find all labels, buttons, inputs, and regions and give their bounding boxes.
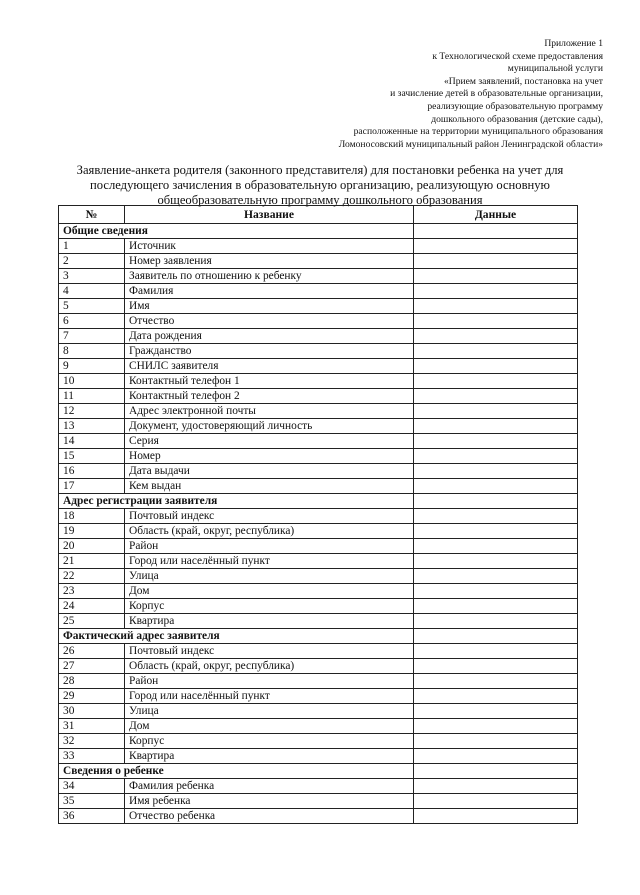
form-title-line: Заявление-анкета родителя (законного представителя) для постановки ребенка на учет для <box>76 163 564 177</box>
table-row <box>59 299 578 314</box>
row-field-name: Дом <box>125 584 414 599</box>
appendix-line: муниципальной услуги <box>507 63 603 75</box>
row-field-name: Дом <box>125 719 414 734</box>
row-number: 16 <box>59 464 125 479</box>
row-field-name: Источник <box>125 239 414 254</box>
row-field-name: Гражданство <box>125 344 414 359</box>
row-field-name: Почтовый индекс <box>125 509 414 524</box>
row-data-cell[interactable] <box>414 659 578 674</box>
table-row <box>59 329 578 344</box>
section-row <box>59 629 578 644</box>
section-data-cell <box>414 629 578 644</box>
row-number: 7 <box>59 329 125 344</box>
table-row <box>59 434 578 449</box>
row-field-name: Фамилия <box>125 284 414 299</box>
row-number: 36 <box>59 809 125 824</box>
row-data-cell[interactable] <box>414 404 578 419</box>
table-row <box>59 254 578 269</box>
row-field-name: Имя ребенка <box>125 794 414 809</box>
table-row <box>59 704 578 719</box>
row-field-name: Контактный телефон 2 <box>125 389 414 404</box>
row-field-name: Номер заявления <box>125 254 414 269</box>
section-title: Сведения о ребенке <box>59 764 414 779</box>
row-data-cell[interactable] <box>414 704 578 719</box>
table-row <box>59 569 578 584</box>
table-row <box>59 689 578 704</box>
appendix-header <box>263 38 603 151</box>
row-data-cell[interactable] <box>414 644 578 659</box>
row-data-cell[interactable] <box>414 284 578 299</box>
row-number: 15 <box>59 449 125 464</box>
row-number: 35 <box>59 794 125 809</box>
row-data-cell[interactable] <box>414 779 578 794</box>
row-data-cell[interactable] <box>414 809 578 824</box>
row-number: 17 <box>59 479 125 494</box>
row-data-cell[interactable] <box>414 479 578 494</box>
row-data-cell[interactable] <box>414 614 578 629</box>
row-field-name: Дата рождения <box>125 329 414 344</box>
row-data-cell[interactable] <box>414 314 578 329</box>
table-header-row <box>59 206 578 224</box>
row-number: 13 <box>59 419 125 434</box>
row-field-name: Город или населённый пункт <box>125 554 414 569</box>
row-data-cell[interactable] <box>414 269 578 284</box>
row-data-cell[interactable] <box>414 359 578 374</box>
row-number: 4 <box>59 284 125 299</box>
row-field-name: Отчество <box>125 314 414 329</box>
table-row <box>59 749 578 764</box>
row-data-cell[interactable] <box>414 449 578 464</box>
row-number: 28 <box>59 674 125 689</box>
row-number: 31 <box>59 719 125 734</box>
row-field-name: Улица <box>125 569 414 584</box>
appendix-line: реализующие образовательную программу <box>427 100 603 112</box>
row-number: 27 <box>59 659 125 674</box>
table-row <box>59 719 578 734</box>
table-row <box>59 779 578 794</box>
form-title <box>60 163 580 208</box>
row-number: 1 <box>59 239 125 254</box>
appendix-line: Ломоносовский муниципальный район Ленинградской области» <box>338 138 603 150</box>
row-data-cell[interactable] <box>414 389 578 404</box>
row-data-cell[interactable] <box>414 419 578 434</box>
table-row <box>59 419 578 434</box>
row-number: 8 <box>59 344 125 359</box>
row-field-name: Квартира <box>125 749 414 764</box>
row-data-cell[interactable] <box>414 749 578 764</box>
row-field-name: Корпус <box>125 734 414 749</box>
row-number: 3 <box>59 269 125 284</box>
row-number: 32 <box>59 734 125 749</box>
row-number: 22 <box>59 569 125 584</box>
row-data-cell[interactable] <box>414 794 578 809</box>
row-data-cell[interactable] <box>414 674 578 689</box>
row-field-name: Кем выдан <box>125 479 414 494</box>
row-data-cell[interactable] <box>414 374 578 389</box>
table-row <box>59 809 578 824</box>
row-number: 19 <box>59 524 125 539</box>
form-title-line: общеобразовательную программу дошкольного образования <box>157 193 483 207</box>
row-number: 29 <box>59 689 125 704</box>
table-row <box>59 554 578 569</box>
section-data-cell <box>414 764 578 779</box>
application-form-table <box>58 205 578 824</box>
row-number: 14 <box>59 434 125 449</box>
appendix-line: Приложение 1 <box>544 38 603 49</box>
row-field-name: Фамилия ребенка <box>125 779 414 794</box>
row-data-cell[interactable] <box>414 599 578 614</box>
table-row <box>59 674 578 689</box>
row-data-cell[interactable] <box>414 524 578 539</box>
row-number: 11 <box>59 389 125 404</box>
row-field-name: Улица <box>125 704 414 719</box>
table-body <box>59 224 578 824</box>
row-number: 33 <box>59 749 125 764</box>
table-row <box>59 464 578 479</box>
table-row <box>59 359 578 374</box>
section-data-cell <box>414 494 578 509</box>
table-row <box>59 389 578 404</box>
table-row <box>59 449 578 464</box>
section-row <box>59 494 578 509</box>
row-field-name: Почтовый индекс <box>125 644 414 659</box>
row-data-cell[interactable] <box>414 344 578 359</box>
row-field-name: Номер <box>125 449 414 464</box>
row-field-name: СНИЛС заявителя <box>125 359 414 374</box>
row-data-cell[interactable] <box>414 299 578 314</box>
table-row <box>59 479 578 494</box>
row-number: 25 <box>59 614 125 629</box>
row-field-name: Контактный телефон 1 <box>125 374 414 389</box>
row-field-name: Отчество ребенка <box>125 809 414 824</box>
appendix-line: дошкольного образования (детские сады), <box>431 113 603 125</box>
table-row <box>59 584 578 599</box>
table-row <box>59 644 578 659</box>
appendix-line: к Технологической схеме предоставления <box>432 50 603 62</box>
row-data-cell[interactable] <box>414 509 578 524</box>
row-field-name: Адрес электронной почты <box>125 404 414 419</box>
table-row <box>59 599 578 614</box>
table-row <box>59 524 578 539</box>
row-data-cell[interactable] <box>414 434 578 449</box>
row-data-cell[interactable] <box>414 719 578 734</box>
row-data-cell[interactable] <box>414 584 578 599</box>
table-row <box>59 314 578 329</box>
table-row <box>59 509 578 524</box>
row-number: 6 <box>59 314 125 329</box>
section-row <box>59 764 578 779</box>
row-number: 5 <box>59 299 125 314</box>
row-field-name: Квартира <box>125 614 414 629</box>
section-data-cell <box>414 224 578 239</box>
row-data-cell[interactable] <box>414 569 578 584</box>
row-data-cell[interactable] <box>414 464 578 479</box>
row-field-name: Дата выдачи <box>125 464 414 479</box>
row-data-cell[interactable] <box>414 239 578 254</box>
table-row <box>59 794 578 809</box>
header-number: № <box>59 206 125 224</box>
row-field-name: Серия <box>125 434 414 449</box>
table-row <box>59 344 578 359</box>
section-title: Общие сведения <box>59 224 414 239</box>
row-number: 2 <box>59 254 125 269</box>
row-data-cell[interactable] <box>414 554 578 569</box>
row-number: 20 <box>59 539 125 554</box>
row-number: 34 <box>59 779 125 794</box>
row-field-name: Область (край, округ, республика) <box>125 524 414 539</box>
table-row <box>59 614 578 629</box>
row-number: 26 <box>59 644 125 659</box>
row-data-cell[interactable] <box>414 689 578 704</box>
table-row <box>59 404 578 419</box>
row-number: 10 <box>59 374 125 389</box>
table-row <box>59 374 578 389</box>
table-row <box>59 269 578 284</box>
form-title-line: последующего зачисления в образовательную организацию, реализующую основную <box>90 178 550 192</box>
row-data-cell[interactable] <box>414 254 578 269</box>
appendix-line: расположенные на территории муниципального образования <box>353 126 603 138</box>
section-title: Фактический адрес заявителя <box>59 629 414 644</box>
row-number: 30 <box>59 704 125 719</box>
section-title: Адрес регистрации заявителя <box>59 494 414 509</box>
table-row <box>59 734 578 749</box>
row-field-name: Район <box>125 674 414 689</box>
row-field-name: Область (край, округ, республика) <box>125 659 414 674</box>
row-data-cell[interactable] <box>414 539 578 554</box>
row-number: 12 <box>59 404 125 419</box>
appendix-line: и зачисление детей в образовательные организации, <box>390 88 603 100</box>
row-field-name: Город или населённый пункт <box>125 689 414 704</box>
row-field-name: Заявитель по отношению к ребенку <box>125 269 414 284</box>
section-row <box>59 224 578 239</box>
appendix-line: «Прием заявлений, постановка на учет <box>444 75 603 87</box>
row-number: 9 <box>59 359 125 374</box>
row-field-name: Корпус <box>125 599 414 614</box>
row-number: 21 <box>59 554 125 569</box>
row-number: 23 <box>59 584 125 599</box>
row-field-name: Имя <box>125 299 414 314</box>
row-field-name: Район <box>125 539 414 554</box>
header-name: Название <box>125 206 414 224</box>
row-field-name: Документ, удостоверяющий личность <box>125 419 414 434</box>
table-row <box>59 239 578 254</box>
row-number: 18 <box>59 509 125 524</box>
row-data-cell[interactable] <box>414 734 578 749</box>
table-row <box>59 284 578 299</box>
row-data-cell[interactable] <box>414 329 578 344</box>
table-row <box>59 659 578 674</box>
row-number: 24 <box>59 599 125 614</box>
header-data: Данные <box>414 206 578 224</box>
table-row <box>59 539 578 554</box>
